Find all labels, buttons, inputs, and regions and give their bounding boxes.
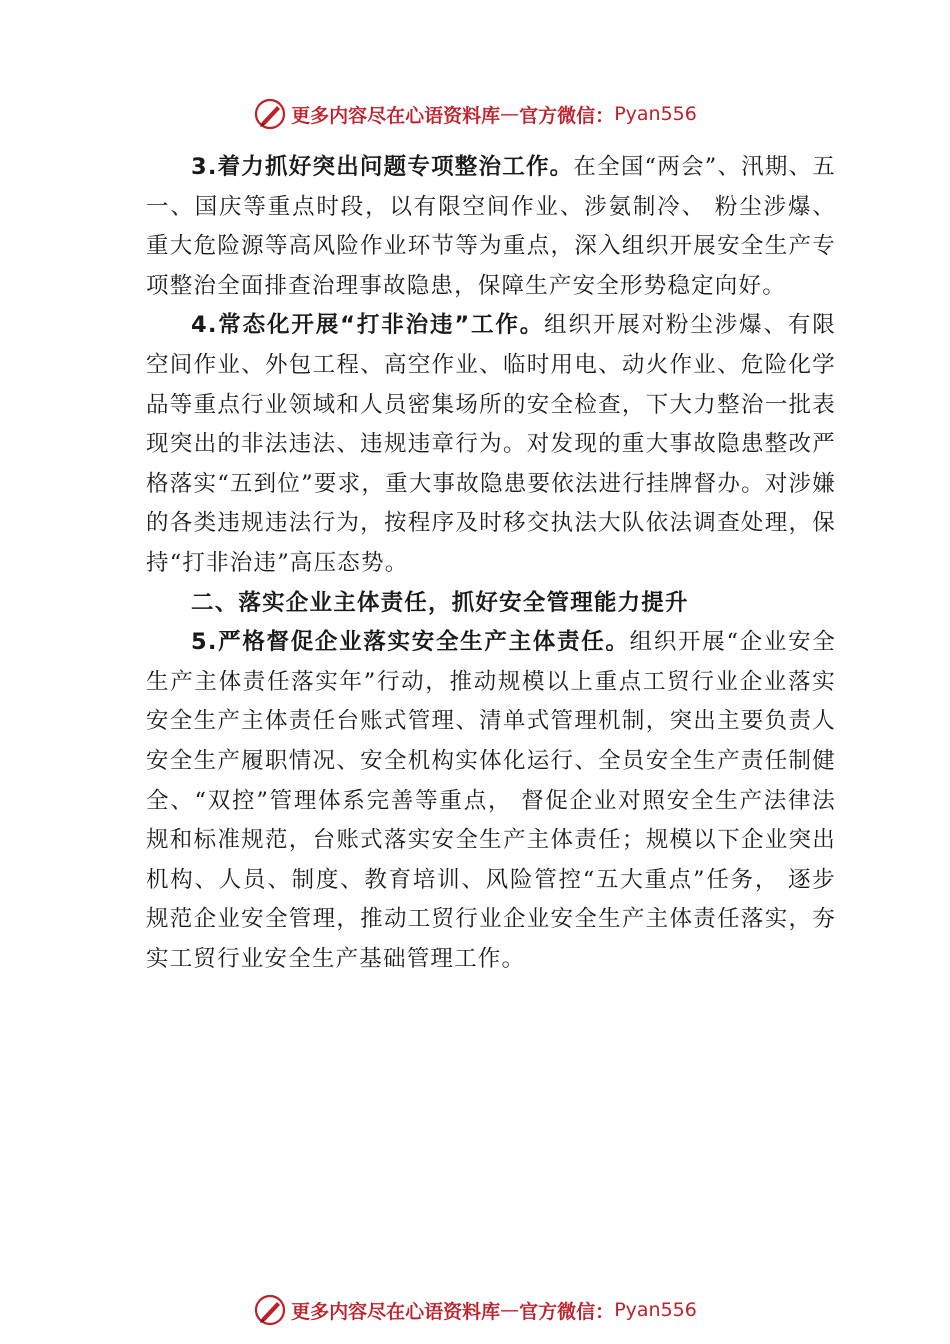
watermark-separator: —: [500, 1299, 520, 1321]
paragraph-item-3: [146, 148, 836, 306]
paragraph-text: 组织开展“企业安全生产主体责任落实年”行动，推动规模以上重点工贸行业企业落实安全生产主体责任台账式管理、清单式管理机制，突出主要负责人安全生产履职情况、安全机构实体化运行、全员安全生产责任制健全、“双控”管理体系完善等重点， 督促企业对照安全生产法律法规和标准规范，台账式落实安全生产主体责任；规模以下企业突出机构、人员、制度、教育培训、风险管控“五大重点”任务， 逐步规范企业安全管理，推动工贸行业企业安全生产主体责任落实，夯实工贸行业安全生产基础管理工作。: [146, 629, 836, 972]
watermark-main-text: 更多内容尽在心语资料库: [291, 1300, 501, 1323]
watermark-wechat-id: Pyan556: [614, 1299, 697, 1321]
watermark-wechat-label: 官方微信：: [519, 104, 615, 127]
pen-logo-icon: [253, 97, 287, 131]
watermark-wechat-id: Pyan556: [614, 103, 697, 125]
section-heading: 二、落实企业主体责任，抓好安全管理能力提升: [191, 589, 689, 616]
document-body: [146, 148, 836, 979]
paragraph-item-4: [146, 306, 836, 583]
watermark-separator: —: [500, 103, 520, 125]
header-watermark: [0, 94, 950, 134]
paragraph-lead: 5.严格督促企业落实安全生产主体责任。: [191, 629, 630, 656]
watermark-main-text: 更多内容尽在心语资料库: [291, 104, 501, 127]
paragraph-lead: 3.着力抓好突出问题专项整治工作。: [191, 154, 574, 180]
paragraph-item-5: [146, 623, 836, 979]
watermark-wechat-label: 官方微信：: [519, 1300, 615, 1323]
pen-logo-icon: [253, 1293, 287, 1327]
footer-watermark: [0, 1290, 950, 1330]
paragraph-text: 在全国“两会”、汛期、五一、国庆等重点时段，以有限空间作业、涉氨制冷、 粉尘涉爆、重大危险源等高风险作业环节等为重点，深入组织开展安全生产专项整治全面排查治理事故隐患，保障生产安全形势稳定向好。: [146, 154, 836, 299]
paragraph-lead: 4.常态化开展“打非治违”工作。: [191, 312, 545, 339]
paragraph-text: 组织开展对粉尘涉爆、有限空间作业、外包工程、高空作业、临时用电、动火作业、危险化学品等重点行业领域和人员密集场所的安全检查，下大力整治一批表现突出的非法违法、违规违章行为。对发现的重大事故隐患整改严格落实“五到位”要求，重大事故隐患要依法进行挂牌督办。对涉嫌的各类违规违法行为，按程序及时移交执法大队依法调查处理，保持“打非治违”高压态势。: [146, 312, 836, 576]
